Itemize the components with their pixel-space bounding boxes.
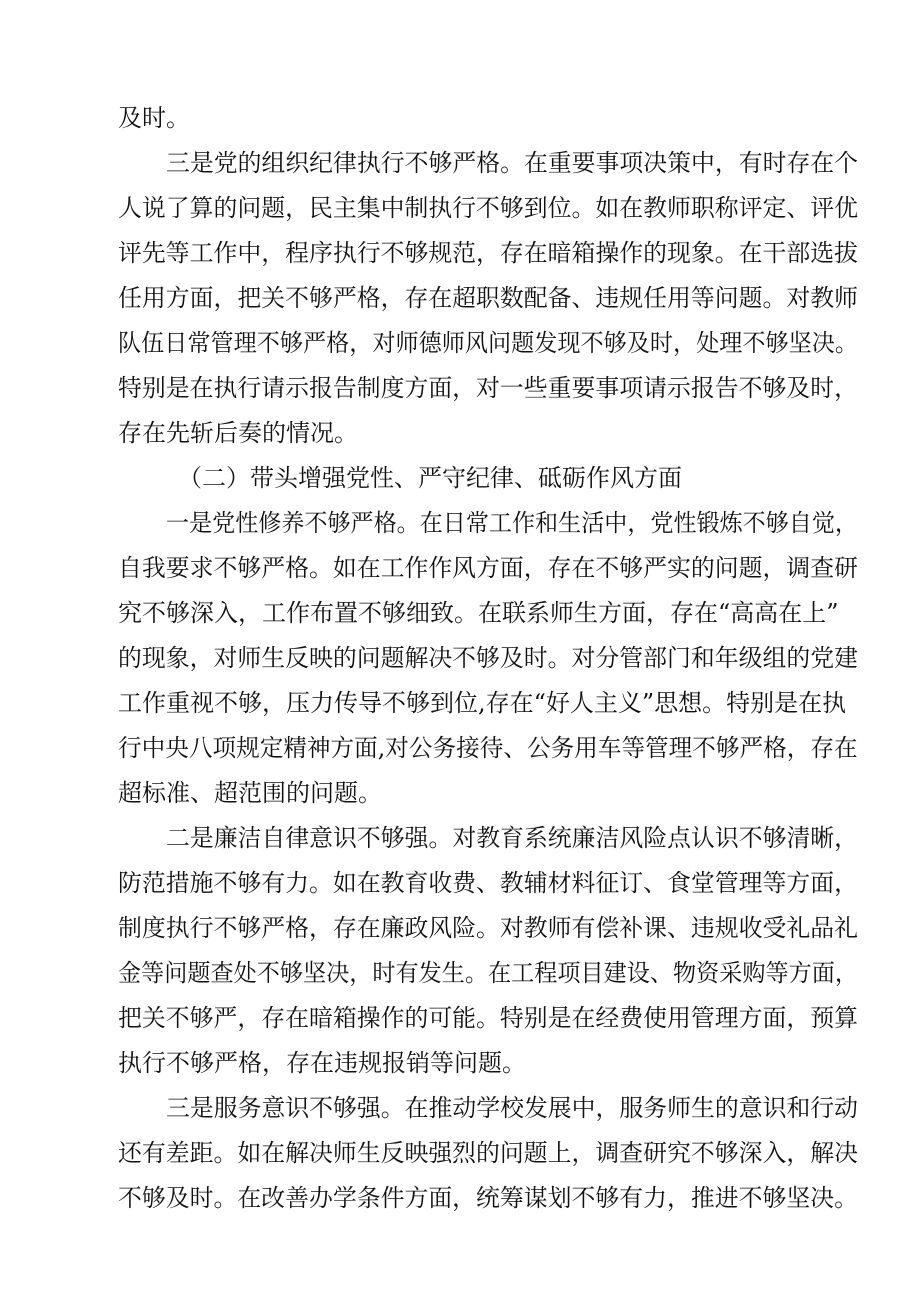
text-line: 行中央八项规定精神方面,对公务接待、公务用车等管理不够严格，存在 bbox=[118, 734, 858, 762]
text-line: 特别是在执行请示报告制度方面，对一些重要事项请示报告不够及时， bbox=[118, 374, 858, 402]
text-line: 不够及时。在改善办学条件方面，统筹谋划不够有力，推进不够坚决。 bbox=[118, 1184, 858, 1212]
text-line: 的现象，对师生反映的问题解决不够及时。对分管部门和年级组的党建 bbox=[118, 644, 858, 672]
text-line: 任用方面，把关不够严格，存在超职数配备、违规任用等问题。对教师 bbox=[118, 284, 858, 312]
text-line: 工作重视不够，压力传导不够到位,存在“好人主义”思想。特别是在执 bbox=[118, 689, 847, 717]
text-line: 一是党性修养不够严格。在日常工作和生活中，党性锻炼不够自觉， bbox=[166, 509, 858, 537]
text-line: 还有差距。如在解决师生反映强烈的问题上，调查研究不够深入，解决 bbox=[118, 1139, 858, 1167]
text-line: 防范措施不够有力。如在教育收费、教辅材料征订、食堂管理等方面， bbox=[118, 869, 858, 897]
text-line: 把关不够严，存在暗箱操作的可能。特别是在经费使用管理方面，预算 bbox=[118, 1004, 858, 1032]
text-line: 金等问题查处不够坚决，时有发生。在工程项目建设、物资采购等方面， bbox=[118, 959, 858, 987]
text-line: 队伍日常管理不够严格，对师德师风问题发现不够及时，处理不够坚决。 bbox=[118, 329, 858, 357]
text-line: 三是服务意识不够强。在推动学校发展中，服务师生的意识和行动 bbox=[166, 1094, 859, 1122]
text-line: 执行不够严格，存在违规报销等问题。 bbox=[118, 1049, 526, 1077]
text-line: 超标准、超范围的问题。 bbox=[118, 779, 382, 807]
text-line: 二是廉洁自律意识不够强。对教育系统廉洁风险点认识不够清晰， bbox=[166, 824, 859, 852]
text-line: 制度执行不够严格，存在廉政风险。对教师有偿补课、违规收受礼品礼 bbox=[118, 914, 858, 942]
text-line: 评先等工作中，程序执行不够规范，存在暗箱操作的现象。在干部选拔 bbox=[118, 239, 858, 267]
text-line: 人说了算的问题，民主集中制执行不够到位。如在教师职称评定、评优 bbox=[118, 194, 858, 222]
section-heading: （二）带头增强党性、严守纪律、砥砺作风方面 bbox=[178, 464, 682, 492]
text-line: 存在先斩后奏的情况。 bbox=[118, 419, 358, 447]
text-line: 及时。 bbox=[118, 104, 190, 132]
text-line: 自我要求不够严格。如在工作作风方面，存在不够严实的问题，调查研 bbox=[118, 554, 858, 582]
text-line: 究不够深入，工作布置不够细致。在联系师生方面，存在“高高在上” bbox=[118, 599, 839, 627]
text-line: 三是党的组织纪律执行不够严格。在重要事项决策中，有时存在个 bbox=[166, 149, 859, 177]
